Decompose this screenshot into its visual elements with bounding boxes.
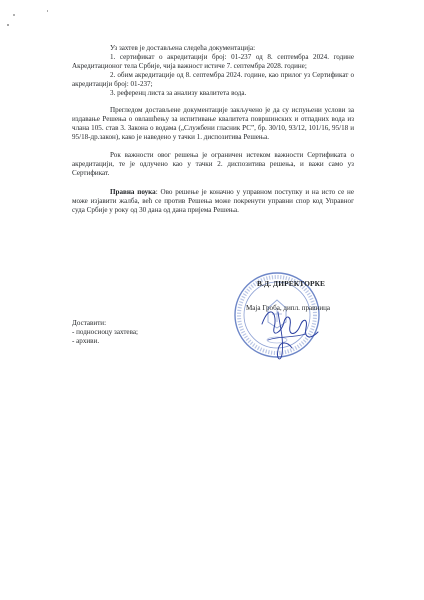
delivery-item: - архиви. (72, 336, 100, 345)
signatory-name: Маја Гроба, дипл. правница (246, 304, 331, 312)
validity-paragraph: Рок важности овог решења је ограничен истеком важности Сертификата о акредитацији, те је одлучено као у тачки 2. диспозитива решења, и важи само уз Сертификат. (72, 151, 354, 177)
attachment-item-2: 2. обим акредитације од 8. септембра 2024. године, као прилог уз Сертификат о акредитацији број: 01-237; (72, 70, 354, 88)
delivery-label: Доставити: (72, 319, 107, 327)
intro-line: Уз захтев је достављена следећа документација: (110, 44, 256, 52)
scan-speck (7, 24, 9, 26)
delivery-item: - подносиоцу захтева; (72, 327, 138, 336)
signatory-title: В.Д. ДИРЕКТОРКЕ (257, 279, 326, 288)
attachment-item-1: 1. сертификат о акредитацији број: 01-237 од 8. септембра 2024. године Акредитационог тела Србије, чија важност истиче 7. септембра 2028. године; (72, 52, 354, 70)
conclusion-paragraph: Прегледом достављене документације закључено је да су испуњени услови за издавање Решења о овлашћењу за испитивање квалитета површинских и отпадних вода из члана 105. став 3. Закона о водама („Службени гласник РС”, бр. 30/10, 93/12, 101/16, 95/18 и 95/18-др.закон), како је наведено у тачки 1. диспозитива Решења. (72, 106, 354, 142)
document-body (72, 44, 354, 215)
scan-speck (13, 14, 15, 16)
legal-remedy-text: : Ово решење је коначно у управном поступку и на исто се не може изјавити жалба, већ се против Решења може покренути управни спор код Управног суда Србије у року од 30 дана од дана пријема Решења. (72, 187, 355, 214)
scan-speck (47, 10, 48, 12)
attachment-item-3: 3. референц листа за анализу квалитета вода. (110, 88, 247, 97)
legal-remedy-label: Правна поука (110, 187, 156, 196)
delivery-list (72, 319, 138, 346)
legal-remedy-paragraph (72, 188, 354, 215)
